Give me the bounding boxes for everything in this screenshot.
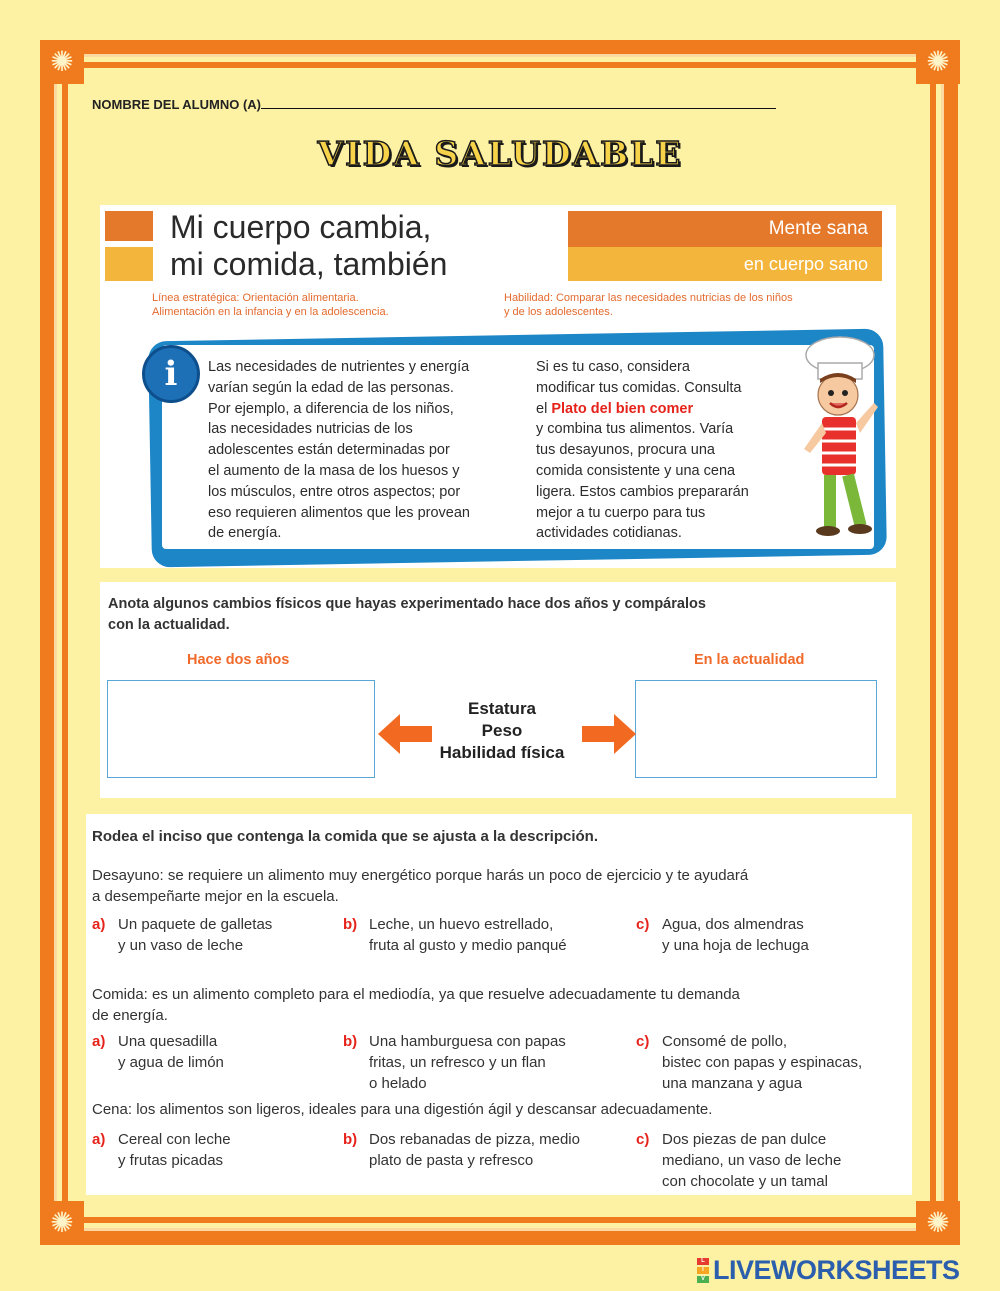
student-name-field[interactable] bbox=[92, 96, 776, 112]
info-left-text bbox=[208, 357, 470, 544]
text-line: eso requieren alimentos que les provean bbox=[208, 504, 470, 521]
option-text: Dos rebanadas de pizza, medio plato de pasta y refresco bbox=[369, 1131, 580, 1169]
text-line: con la actualidad. bbox=[108, 617, 230, 633]
text-line: de energía. bbox=[92, 1007, 168, 1024]
question-prompt bbox=[92, 1099, 712, 1120]
accent-bar bbox=[105, 211, 153, 241]
text-line: y combina tus alimentos. Varía bbox=[536, 421, 734, 438]
meta-text: Habilidad: Comparar las necesidades nutricias de los niños bbox=[504, 292, 793, 304]
answer-box-past[interactable] bbox=[107, 680, 375, 778]
accent-bar bbox=[105, 247, 153, 281]
meta-text: y de los adolescentes. bbox=[504, 306, 613, 318]
question-prompt bbox=[92, 984, 740, 1026]
list-item: Habilidad física bbox=[439, 743, 565, 762]
corner-ornament-icon: ✺ bbox=[40, 1201, 84, 1245]
comparison-prompt bbox=[108, 594, 706, 636]
text-line: Anota algunos cambios físicos que hayas experimentado hace dos años y compáralos bbox=[108, 596, 706, 612]
text-line: adolescentes están determinadas por bbox=[208, 442, 450, 459]
logo-letter: L bbox=[697, 1258, 709, 1265]
text-line: de energía. bbox=[208, 525, 282, 542]
text-line: el Plato del bien comer bbox=[536, 400, 694, 417]
brand-name: LIVEWORKSHEETS bbox=[713, 1254, 960, 1285]
option-letter: b) bbox=[343, 1131, 358, 1148]
student-name-label: NOMBRE DEL ALUMNO (A) bbox=[92, 97, 261, 112]
text-line: comida consistente y una cena bbox=[536, 462, 736, 479]
logo-letter: V bbox=[697, 1276, 709, 1283]
column-label-present: En la actualidad bbox=[694, 652, 805, 668]
answer-box-present[interactable] bbox=[635, 680, 877, 778]
text-line: el aumento de la masa de los huesos y bbox=[208, 462, 460, 479]
strategic-line bbox=[152, 291, 389, 319]
section-tag: en cuerpo sano bbox=[568, 247, 882, 281]
student-name-line[interactable] bbox=[261, 96, 776, 109]
liveworksheets-icon bbox=[697, 1257, 709, 1284]
text-line: mejor a tu cuerpo para tus bbox=[536, 504, 706, 521]
text-line: ligera. Estos cambios prepararán bbox=[536, 483, 749, 500]
corner-ornament-icon: ✺ bbox=[916, 40, 960, 84]
plato-link: Plato del bien comer bbox=[551, 400, 694, 417]
column-label-past: Hace dos años bbox=[187, 652, 290, 668]
option-letter: c) bbox=[636, 1131, 650, 1148]
skill-line bbox=[504, 291, 793, 319]
logo-letter: I bbox=[697, 1267, 709, 1274]
info-icon: i bbox=[142, 345, 200, 403]
option-text: Agua, dos almendras y una hoja de lechuga bbox=[662, 916, 809, 954]
option-letter: a) bbox=[92, 1131, 106, 1148]
article-title bbox=[170, 209, 447, 283]
option-letter: a) bbox=[92, 1033, 106, 1050]
corner-ornament-icon: ✺ bbox=[916, 1201, 960, 1245]
option-text: Leche, un huevo estrellado, fruta al gusto y medio panqué bbox=[369, 916, 567, 954]
text-line: Desayuno: se requiere un alimento muy energético porque harás un poco de ejercicio y te ayudará bbox=[92, 867, 749, 884]
list-item: Estatura bbox=[467, 699, 537, 718]
quiz-instruction: Rodea el inciso que contenga la comida que se ajusta a la descripción. bbox=[92, 828, 598, 845]
article-title-line: mi comida, también bbox=[170, 246, 448, 282]
text-line: a desempeñarte mejor en la escuela. bbox=[92, 888, 339, 905]
option-text: Un paquete de galletas y un vaso de leche bbox=[118, 916, 273, 954]
text-line: Si es tu caso, considera bbox=[536, 359, 690, 375]
option-letter: c) bbox=[636, 916, 650, 933]
section-tag: Mente sana bbox=[568, 211, 882, 247]
text-line: tus desayunos, procura una bbox=[536, 442, 715, 459]
text-line: los músculos, entre otros aspectos; por bbox=[208, 483, 461, 500]
option-text: Una hamburguesa con papas fritas, un refresco y un flan o helado bbox=[369, 1033, 566, 1092]
chef-boy-illustration-icon bbox=[790, 333, 890, 543]
arrow-right-icon bbox=[580, 712, 636, 756]
text-line: Cena: los alimentos son ligeros, ideales para una digestión ágil y descansar adecuadamente. bbox=[92, 1101, 713, 1118]
option-letter: b) bbox=[343, 916, 358, 933]
option-text: Consomé de pollo, bistec con papas y espinacas, una manzana y agua bbox=[662, 1033, 863, 1092]
text-line: Por ejemplo, a diferencia de los niños, bbox=[208, 400, 454, 417]
liveworksheets-logo[interactable] bbox=[697, 1254, 960, 1285]
option-text: Dos piezas de pan dulce mediano, un vaso de leche con chocolate y un tamal bbox=[662, 1131, 842, 1190]
comparison-card bbox=[100, 582, 896, 798]
option-text: Cereal con leche y frutas picadas bbox=[118, 1131, 231, 1169]
text-line: las necesidades nutricias de los bbox=[208, 421, 413, 438]
text-line: modificar tus comidas. Consulta bbox=[536, 379, 742, 396]
page-title: VIDA SALUDABLE bbox=[317, 134, 683, 173]
option-letter: a) bbox=[92, 916, 106, 933]
option-text: Una quesadilla y agua de limón bbox=[118, 1033, 224, 1071]
text-line: Las necesidades de nutrientes y energía bbox=[208, 359, 470, 375]
corner-ornament-icon: ✺ bbox=[40, 40, 84, 84]
article-card bbox=[100, 205, 896, 568]
question-prompt bbox=[92, 865, 748, 907]
info-right-text bbox=[536, 357, 749, 544]
physical-changes-list bbox=[422, 698, 582, 764]
meta-text: Alimentación en la infancia y en la adolescencia. bbox=[152, 306, 389, 318]
list-item: Peso bbox=[481, 721, 523, 740]
article-title-line: Mi cuerpo cambia, bbox=[170, 209, 432, 245]
text-line: actividades cotidianas. bbox=[536, 525, 682, 542]
option-letter: b) bbox=[343, 1033, 358, 1050]
meta-text: Línea estratégica: Orientación alimentaria. bbox=[152, 292, 359, 304]
quiz-card bbox=[86, 814, 912, 1195]
text-line: Comida: es un alimento completo para el mediodía, ya que resuelve adecuadamente tu demanda bbox=[92, 986, 740, 1003]
option-letter: c) bbox=[636, 1033, 650, 1050]
text-line: varían según la edad de las personas. bbox=[208, 379, 454, 396]
